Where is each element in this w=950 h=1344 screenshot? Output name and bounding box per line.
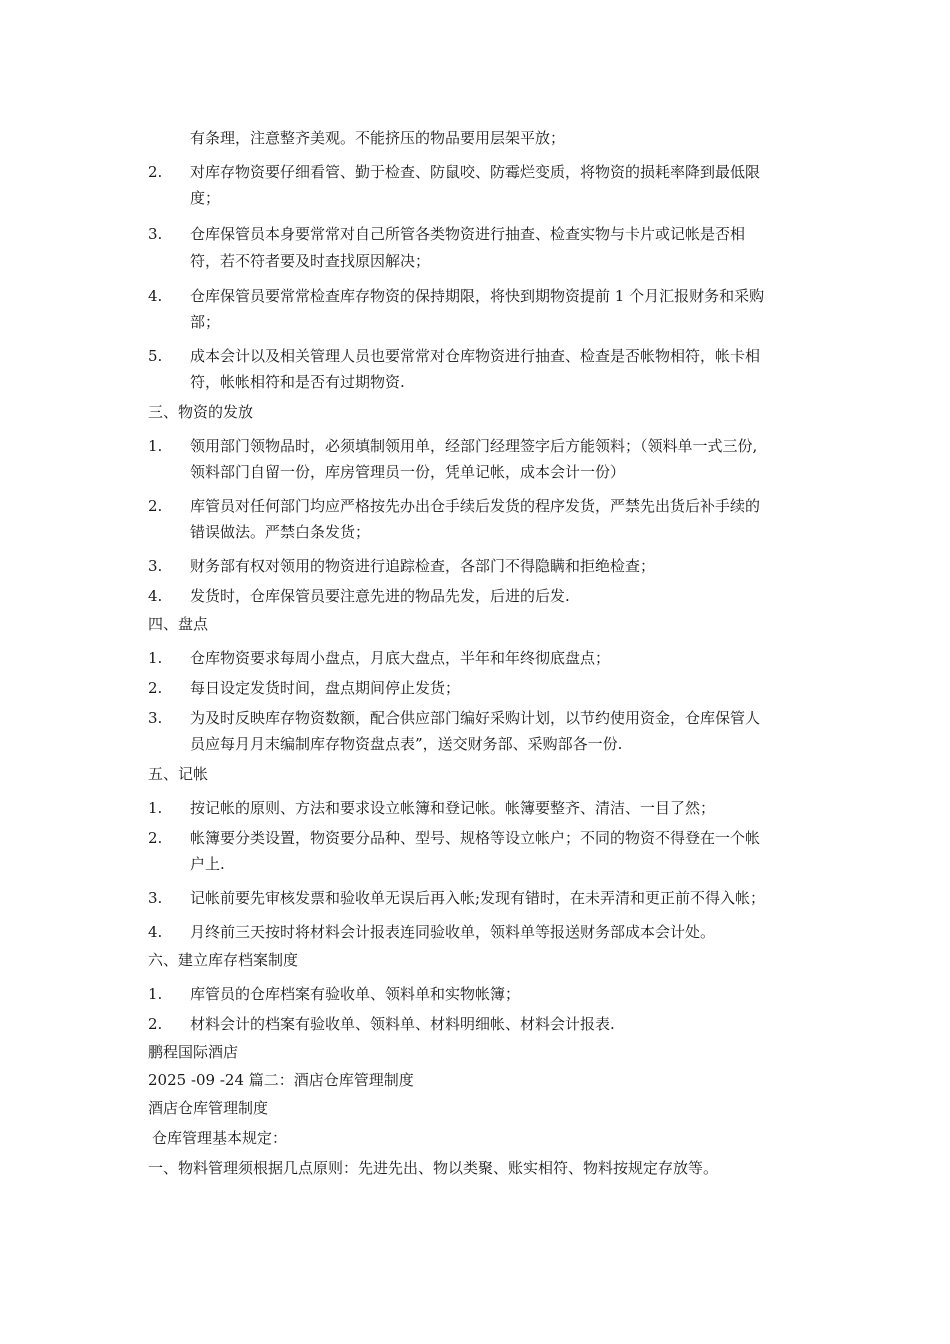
list-item-text-cont: 部； (190, 313, 221, 331)
list-item-text: 按记帐的原则、方法和要求设立帐簿和登记帐。帐簿要整齐、清洁、一目了然； (190, 799, 716, 817)
list-item-text: 记帐前要先审核发票和验收单无误后再入帐;发现有错时，在未弄清和更正前不得入帐； (190, 889, 766, 907)
list-item-number: 3. (148, 889, 163, 907)
list-item-number: 2. (148, 163, 163, 181)
date-line: 2025 -09 -24 篇二：酒店仓库管理制度 (148, 1071, 414, 1089)
list-item-text-cont: 领料部门自留一份，库房管理员一份，凭单记帐，成本会计一份） (190, 463, 626, 481)
list-item-number: 3. (148, 225, 163, 243)
list-item-text-cont: 符，若不符者要及时查找原因解决； (190, 252, 431, 270)
list-item-text: 每日设定发货时间，盘点期间停止发货； (190, 679, 461, 697)
list-item-number: 4. (148, 287, 163, 305)
list-item-number: 2. (148, 829, 163, 847)
list-item-number: 4. (148, 587, 163, 605)
list-item-text: 帐簿要分类设置，物资要分品种、型号、规格等设立帐户；不同的物资不得登在一个帐 (190, 829, 761, 847)
section-heading: 六、建立库存档案制度 (148, 951, 299, 969)
list-item-text: 财务部有权对领用的物资进行追踪检查，各部门不得隐瞒和拒绝检查； (190, 557, 656, 575)
article-title: 酒店仓库管理制度 (148, 1099, 269, 1117)
list-item-number: 2. (148, 1015, 163, 1033)
list-item-text: 月终前三天按时将材料会计报表连同验收单，领料单等报送财务部成本会计处。 (190, 923, 716, 941)
list-item-number: 4. (148, 923, 163, 941)
list-item-text: 库管员对任何部门均应严格按先办出仓手续后发货的程序发货，严禁先出货后补手续的 (190, 497, 761, 515)
list-item-text: 发货时，仓库保管员要注意先进的物品先发，后进的后发. (190, 587, 570, 605)
list-item-text: 领用部门领物品时，必须填制领用单，经部门经理签字后方能领料；（领料单一式三份, (190, 437, 758, 455)
list-item-number: 3. (148, 709, 163, 727)
list-item-text: 为及时反映库存物资数额，配合供应部门编好采购计划，以节约使用资金，仓库保管人 (190, 709, 761, 727)
continuation-line: 有条理，注意整齐美观。不能挤压的物品要用层架平放； (190, 129, 566, 147)
list-item-number: 1. (148, 437, 163, 455)
list-item-text-cont: 符，帐帐相符和是否有过期物资. (190, 373, 405, 391)
list-item-text: 成本会计以及相关管理人员也要常常对仓库物资进行抽查、检查是否帐物相符，帐卡相 (190, 347, 761, 365)
list-item-text: 库管员的仓库档案有验收单、领料单和实物帐簿； (190, 985, 521, 1003)
list-item-text: 仓库保管员要常常检查库存物资的保持期限，将快到期物资提前 1 个月汇报财务和采购 (190, 287, 765, 305)
list-item-number: 5. (148, 347, 163, 365)
list-item-number: 3. (148, 557, 163, 575)
organization-name: 鹏程国际酒店 (148, 1043, 239, 1061)
list-item-text-cont: 错误做法。严禁白条发货； (190, 523, 371, 541)
list-item-text: 材料会计的档案有验收单、领料单、材料明细帐、材料会计报表. (190, 1015, 615, 1033)
list-item-number: 2. (148, 679, 163, 697)
list-item-number: 1. (148, 799, 163, 817)
list-item-text-cont: 户上. (190, 855, 225, 873)
section-heading: 四、盘点 (148, 615, 209, 633)
article-subtitle: 仓库管理基本规定： (152, 1129, 288, 1147)
list-item-text: 仓库保管员本身要常常对自己所管各类物资进行抽查、检查实物与卡片或记帐是否相 (190, 225, 746, 243)
list-item-number: 1. (148, 649, 163, 667)
list-item-number: 2. (148, 497, 163, 515)
list-item-text-cont: 度； (190, 189, 221, 207)
section-heading: 三、物资的发放 (148, 403, 254, 421)
rule-line: 一、物料管理须根据几点原则：先进先出、物以类聚、账实相符、物料按规定存放等。 (148, 1159, 719, 1177)
list-item-text: 对库存物资要仔细看管、勤于检查、防鼠咬、防霉烂变质，将物资的损耗率降到最低限 (190, 163, 761, 181)
list-item-number: 1. (148, 985, 163, 1003)
list-item-text: 仓库物资要求每周小盘点，月底大盘点，半年和年终彻底盘点； (190, 649, 611, 667)
list-item-text-cont: 员应每月月末编制库存物资盘点表”，送交财务部、采购部各一份. (190, 735, 623, 753)
section-heading: 五、记帐 (148, 765, 209, 783)
